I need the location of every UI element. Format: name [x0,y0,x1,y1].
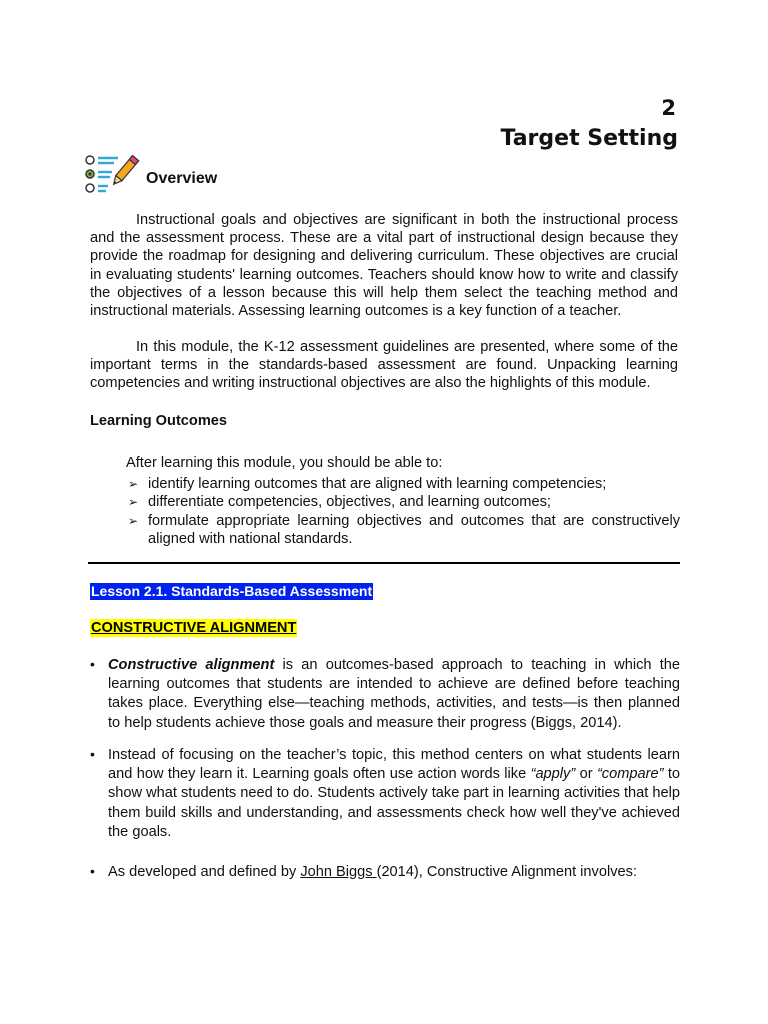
section-divider [88,562,680,564]
bullet-body-c: to show what students need to do. Students actively take part in learning activities that help them build skills and understanding, and assessments check how well they've achieved the goals. [108,766,680,840]
bullet-item-2 [90,746,680,842]
learning-outcomes-intro: After learning this module, you should be able to: [126,455,443,471]
overview-paragraph-1: Instructional goals and objectives are significant in both the instructional process and the assessment process. These are a vital part of instructional design because they provide the roadmap for designing and delivering curriculum. These objectives are crucial in evaluating students' learning outcomes. Teachers should know how to write and classify the objectives of a lesson because this will help them select the teaching method and instructional materials. Assessing learning outcomes is a key function of a teacher. [90,212,678,320]
chapter-title: Target Setting [500,126,678,151]
bullet-text [108,863,680,882]
constructive-alignment-heading: CONSTRUCTIVE ALIGNMENT [91,620,297,636]
author-name-link[interactable]: John Biggs [300,864,377,880]
list-item [128,493,680,511]
bullet-body-b: or [575,766,597,783]
action-word-apply: “apply” [530,766,576,783]
arrow-bullet-icon: ➢ [128,513,139,528]
list-item-text: formulate appropriate learning objectives and outcomes that are constructively aligned with national standards. [148,512,680,547]
learning-outcomes-heading: Learning Outcomes [90,413,228,429]
action-word-compare: “compare” [596,766,664,783]
bullet-item-1 [90,656,680,733]
bullet-text [108,746,680,842]
list-item [128,512,680,549]
bullet-body-a: As developed and defined by [108,864,301,880]
bullet-text [108,656,680,733]
arrow-bullet-icon: ➢ [128,495,139,510]
bullet-body-b: (2014), Constructive Alignment involves: [376,864,637,880]
learning-outcomes-list [128,475,680,548]
bullet-dot-icon: • [90,656,95,672]
bullet-dot-icon: • [90,746,95,762]
bullet-dot-icon: • [90,863,95,879]
lesson-heading: Lesson 2.1. Standards-Based Assessment [91,583,373,599]
overview-heading: Overview [146,170,218,187]
list-item-text: identify learning outcomes that are aligned with learning competencies; [148,476,607,492]
bullet-term: Constructive alignment [108,657,275,673]
bullet-item-3 [90,863,680,882]
bullet-body-a: Instead of focusing on the teacher’s topic, this method centers on what students learn and how they learn it. Learning goals often use action words like [108,747,680,783]
checklist-pencil-icon [84,152,140,196]
arrow-bullet-icon: ➢ [128,477,139,491]
bullet-body: is an outcomes-based approach to teaching in which the learning outcomes that students are intended to achieve are defined before teaching takes place. Everything else—teaching methods, activities, and tests—is then planned to help students achieve those goals and measure their progress (Biggs, 2014). [108,657,680,731]
list-item-text: differentiate competencies, objectives, and learning outcomes; [148,494,551,511]
overview-paragraph-2: In this module, the K-12 assessment guidelines are presented, where some of the important terms in the standards-based assessment are found. Unpacking learning competencies and writing instructional objectives are also the highlights of this module. [90,339,678,392]
list-item [128,475,680,493]
chapter-number: 2 [661,96,676,120]
